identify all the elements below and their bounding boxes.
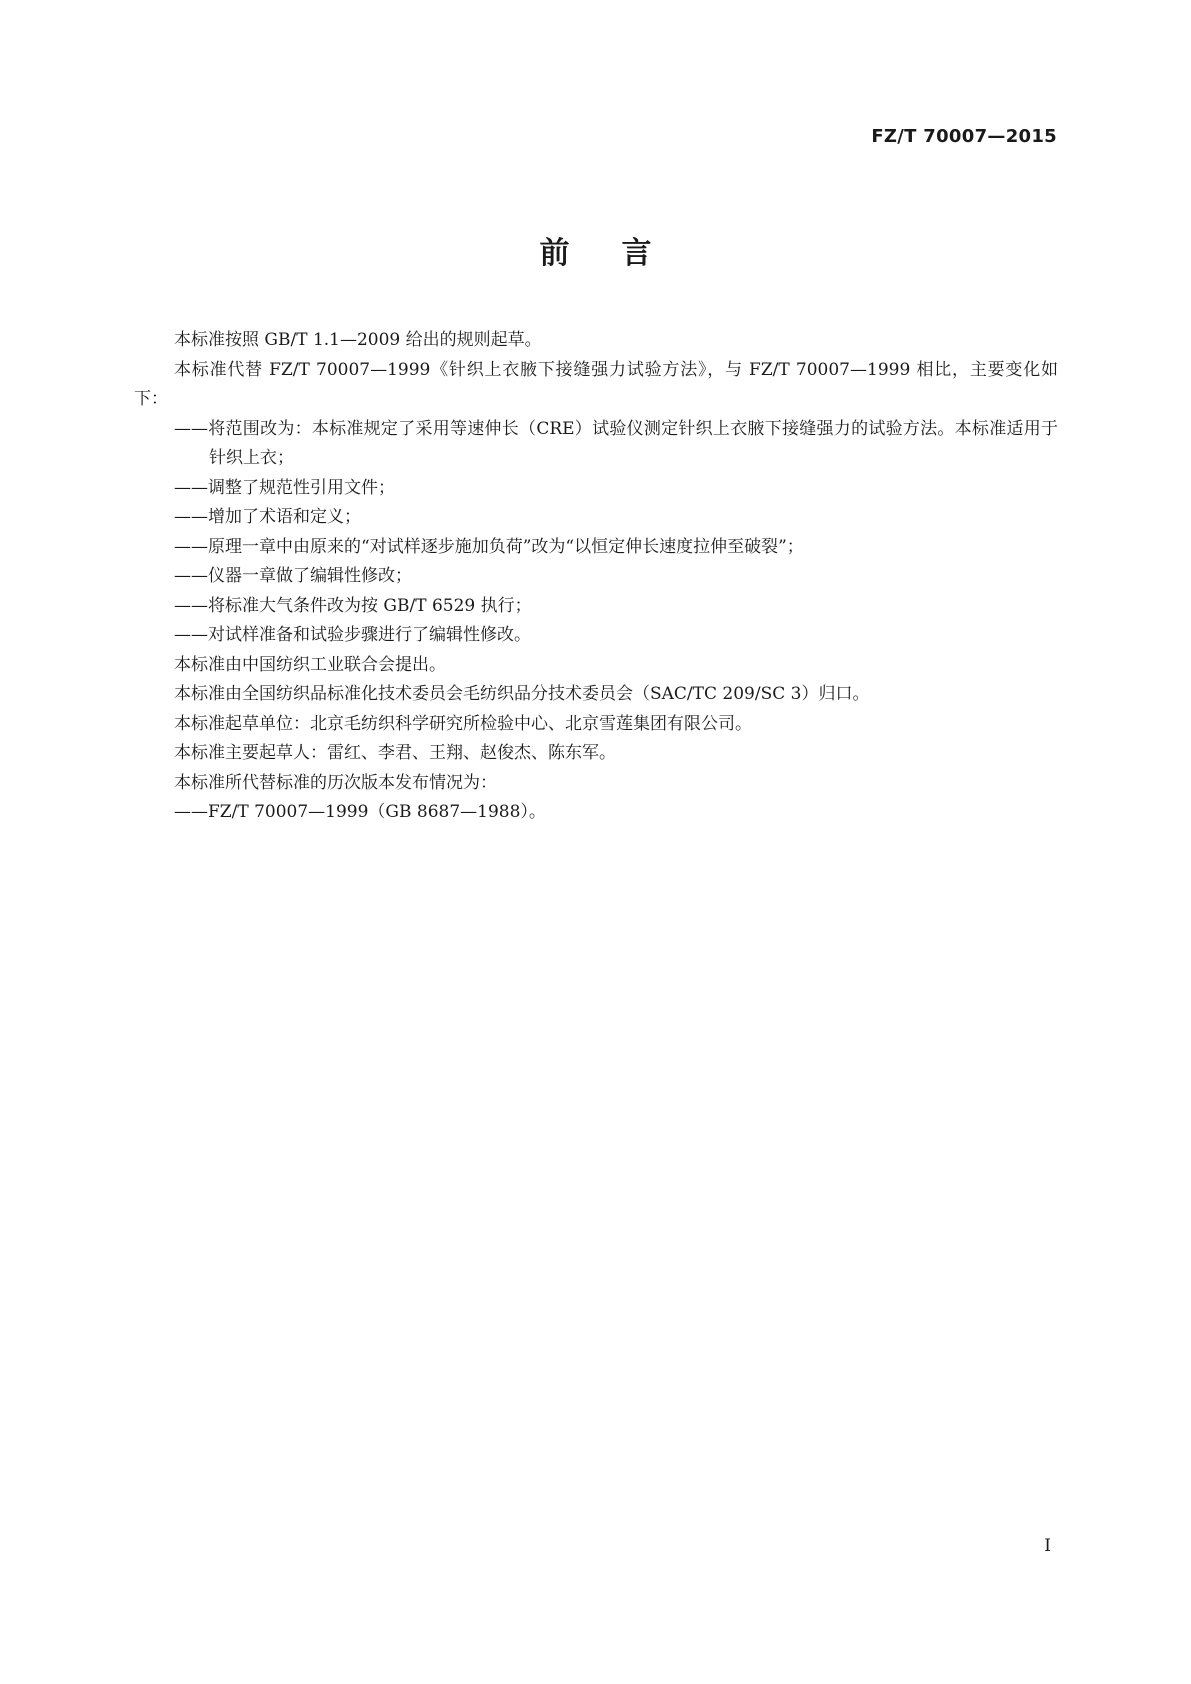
change-list-item: ——原理一章中由原来的“对试样逐步施加负荷”改为“以恒定伸长速度拉伸至破裂”；: [174, 536, 804, 557]
change-list-item: ——增加了术语和定义；: [174, 507, 361, 527]
paragraph: 本标准主要起草人：雷红、李君、王翔、赵俊杰、陈东军。: [174, 743, 616, 763]
paragraph: 本标准代替 FZ/T 70007—1999《针织上衣腋下接缝强力试验方法》，与 FZ/T 70007—1999 相比，主要变化如下：: [134, 359, 1058, 409]
foreword-body: [134, 326, 1058, 828]
change-list-item: ——仪器一章做了编辑性修改；: [174, 566, 412, 586]
version-history-item: ——FZ/T 70007—1999（GB 8687—1988）。: [174, 802, 546, 822]
paragraph: 本标准由全国纺织品标准化技术委员会毛纺织品分技术委员会（SAC/TC 209/SC 3）归口。: [174, 684, 870, 704]
page-number: I: [1044, 1536, 1051, 1556]
paragraph: 本标准所代替标准的历次版本发布情况为：: [174, 772, 497, 793]
change-list-item: ——将范围改为：本标准规定了采用等速伸长（CRE）试验仪测定针织上衣腋下接缝强力的试验方法。本标准适用于针织上衣；: [174, 418, 1058, 468]
change-list-item: ——对试样准备和试验步骤进行了编辑性修改。: [174, 625, 531, 645]
paragraph: 本标准由中国纺织工业联合会提出。: [174, 654, 446, 675]
change-list-item: ——将标准大气条件改为按 GB/T 6529 执行；: [174, 595, 532, 616]
paragraph: 本标准按照 GB/T 1.1—2009 给出的规则起草。: [174, 330, 542, 350]
page-title: 前言: [539, 236, 704, 271]
paragraph: 本标准起草单位：北京毛纺织科学研究所检验中心、北京雪莲集团有限公司。: [174, 713, 752, 734]
standard-code: FZ/T 70007—2015: [871, 126, 1057, 147]
change-list-item: ——调整了规范性引用文件；: [174, 477, 395, 498]
